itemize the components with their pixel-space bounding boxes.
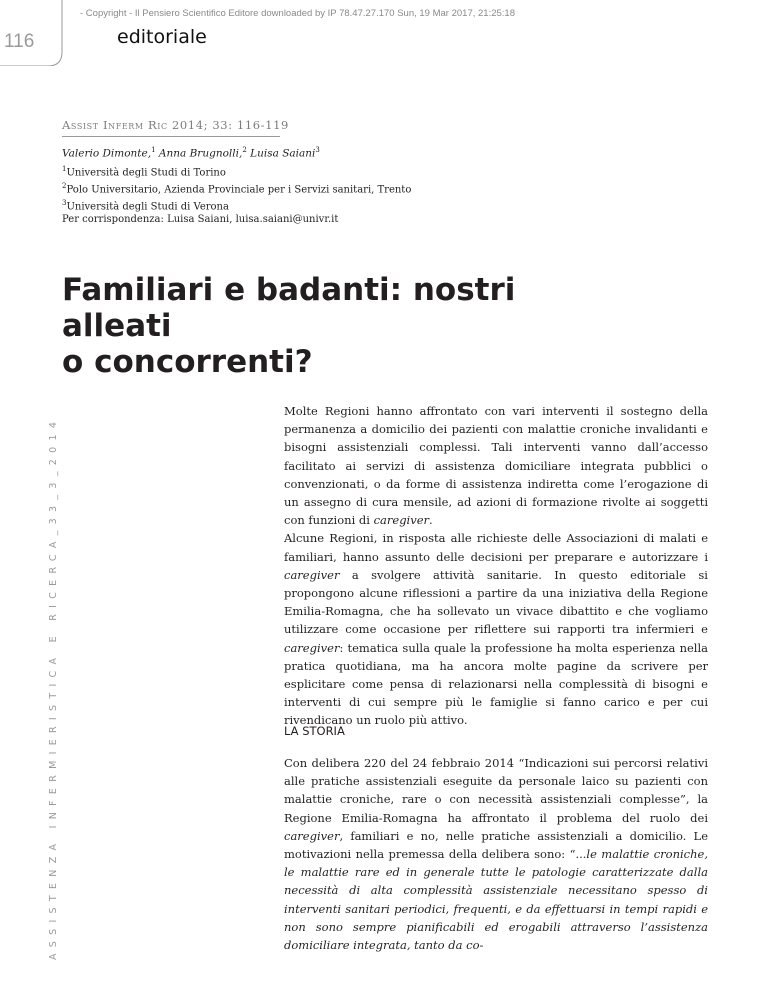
author-affiliation-mark: 1: [151, 146, 156, 154]
affiliation-number: 3: [62, 198, 67, 207]
page-number-tab: [0, 0, 66, 66]
author-name: Luisa Saiani: [250, 147, 316, 160]
affiliation-number: 1: [62, 165, 67, 173]
correspondence-line: Per corrispondenza: Luisa Saiani, luisa.saiani@univr.it: [62, 214, 339, 226]
affiliation-number: 2: [62, 181, 67, 190]
author-affiliation-mark: 2: [242, 146, 247, 154]
title-line: Familiari e badanti: nostri alleati: [62, 272, 516, 344]
text-run: Alcune Regioni, in risposta alle richieste delle Associazioni di malati e familiari, hanno assunto delle decisioni per preparare e autorizzare i: [284, 531, 708, 564]
affiliation-text: Polo Universitario, Azienda Provinciale per i Servizi sanitari, Trento: [66, 184, 412, 196]
paragraph: [284, 402, 708, 529]
emphasis: ...le malattie croniche, le malattie rare ed in generale tutte le patologie caratterizzate dalla necessità di alta complessità assistenziale necessitano spesso di interventi sanitari periodici, frequenti, e da effettuarsi in tempi rapidi e non sono sempre pianificabili ed erogabili attraverso l’assistenza domiciliare integrata, tanto da co-: [284, 847, 708, 953]
copyright-notice: - Copyright - Il Pensiero Scientifico Editore downloaded by IP 78.47.27.170 Sun, 19 Mar 2017, 21:25:18: [80, 8, 515, 19]
affiliations: [62, 163, 411, 227]
affiliation-line: [62, 197, 411, 214]
affiliation-text: Università degli Studi di Torino: [66, 167, 226, 179]
text-run: Molte Regioni hanno affrontato con vari interventi il sostegno della permanenza a domicilio dei pazienti con malattie croniche invalidanti e bisogni assistenziali complessi. Tali interventi vanno dall’accesso facilitato ai servizi di assistenza domiciliare integrata pubblici o convenzionati, o da forme di assistenza indiretta come l’erogazione di un assegno di cura mensile, ad azioni di formazione rivolte ai soggetti con funzioni di: [284, 404, 708, 528]
title-line: o concorrenti?: [62, 344, 313, 380]
article-title: [62, 272, 622, 380]
author-name: Anna Brugnolli,: [158, 147, 243, 160]
emphasis: caregiver: [284, 828, 340, 843]
section-heading: LA STORIA: [284, 724, 345, 738]
intro-text: [284, 402, 708, 730]
affiliation-text: Università degli Studi di Verona: [66, 200, 229, 212]
text-run: , familiari e no, nelle pratiche assistenziali a domicilio. Le motivazioni nella premessa della delibera sono: “: [284, 828, 708, 862]
text-run: .: [429, 513, 433, 528]
affiliation-line: [62, 180, 411, 197]
author-list: [62, 146, 320, 160]
text-run: : tematica sulla quale la professione ha molta esperienza nella pratica quotidiana, ma ha ancora molte pagine da scrivere per esplicitare come pensa di relazionarsi nella complessità di bisogni e interventi di cui sempre più le famiglie si fanno carico e per cui rivendicano un ruolo più attivo.: [284, 640, 708, 728]
story-text: [284, 754, 708, 954]
emphasis: caregiver: [373, 513, 430, 528]
author-affiliation-mark: 3: [315, 146, 320, 154]
paragraph: [284, 754, 708, 954]
affiliation-line: [62, 163, 411, 180]
text-run: Con delibera 220 del 24 febbraio 2014 “Indicazioni sui percorsi relativi alle pratiche assistenziali eseguite da personale laico su pazienti con malattie croniche, rare o con necessità assistenziali complesse”, la Regione Emilia-Romagna ha affrontato il problema del ruolo dei: [284, 756, 708, 825]
text-run: a svolgere attività sanitarie. In questo editoriale si propongono alcune riflessioni a partire da una iniziativa della Regione Emilia-Romagna, che ha sollevato un vivace dibattito e che vogliamo utilizzare come occasione per riflettere sui rapporti tra infermieri e: [284, 567, 708, 637]
paragraph: [284, 529, 708, 729]
page-number: 116: [4, 31, 35, 52]
section-label: editoriale: [117, 26, 207, 48]
vertical-journal-label: ASSISTENZA INFERMIERISTICA E RICERCA_33_3_2014: [48, 415, 59, 960]
emphasis: caregiver: [284, 567, 340, 582]
reference-divider: [62, 136, 280, 137]
journal-reference: Assist Inferm Ric 2014; 33: 116-119: [62, 118, 289, 132]
author-name: Valerio Dimonte,: [62, 147, 152, 160]
emphasis: caregiver: [284, 640, 340, 655]
